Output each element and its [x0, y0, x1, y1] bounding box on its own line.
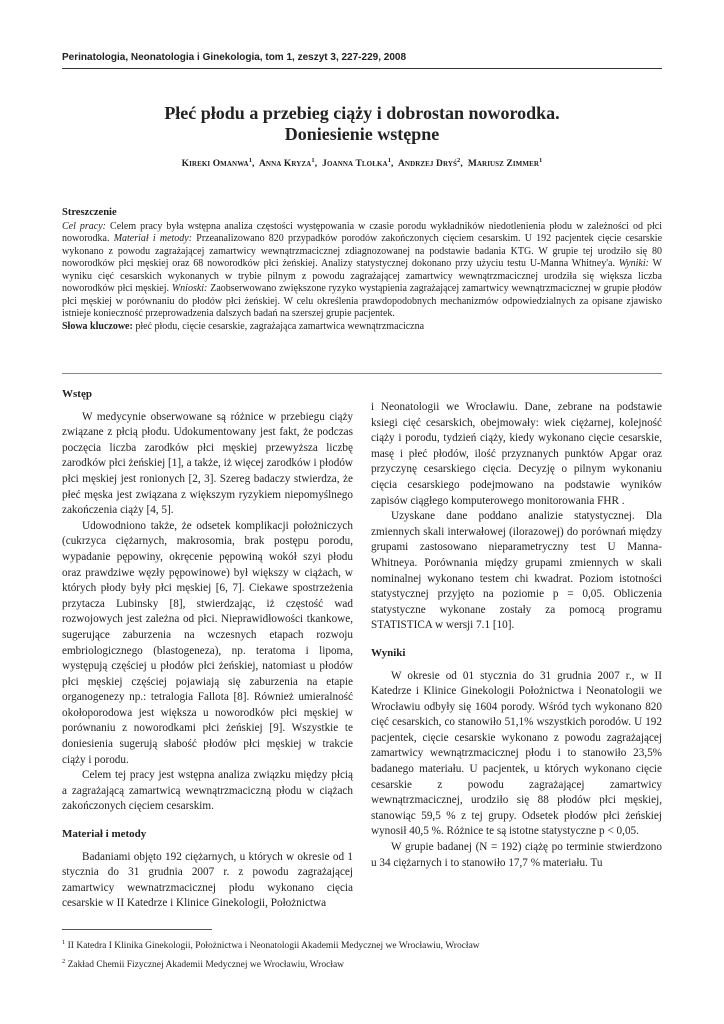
- keywords-label: Słowa kluczowe:: [62, 320, 133, 332]
- author-affiliation: 1: [539, 157, 543, 164]
- results-label: Wyniki:: [618, 258, 649, 269]
- keywords: [62, 321, 662, 334]
- footnote-text: Zakład Chemii Fizycznej Akademii Medycznej we Wrocławiu, Wrocław: [65, 960, 345, 971]
- author: Andrzej Dryś: [397, 159, 458, 170]
- paragraph: Uzyskane dane poddano analizie statystycznej. Dla zmiennych skali interwałowej (ilorazowej) do porównań między grupami zastosowano nieparametryczny test U Manna-Whitneya. Porównania między grupami zmiennych w skali nominalnej wykonano testem chi kwadrat. Poziom istotności statystycznej przyjęto na poziomie p = 0,05. Obliczenia statystyczne wykonane zostały za pomocą programu STATISTICA w wersji 7.1 [10].: [371, 510, 662, 632]
- abstract: [62, 207, 662, 333]
- author-affiliation: 1: [387, 157, 392, 164]
- paragraph: W medycynie obserwowane są różnice w przebiegu ciąży związane z płcią płodu. Udokumentowany jest fakt, że podczas poczęcia liczba zarodków płci męskiej przewyższa liczbę zarodków płci żeńskiej [1], a także, iż więcej zarodków i płodów płci męskiej jest ronionych [2, 3]. Szereg badaczy stwierdza, że płeć męska jest związana z większym ryzykiem niepomyślnego zakończenia ciąży [4, 5].: [62, 410, 353, 517]
- aim-label: Cel pracy:: [62, 220, 107, 232]
- author: Mariusz Zimmer: [467, 159, 540, 170]
- left-column: [62, 387, 353, 912]
- paragraph: W grupie badanej (N = 192) ciążę po terminie stwierdzono u 34 ciężarnych i to stanowiło 17,7 % materiału. Tu: [371, 841, 662, 869]
- title-line-1: Płeć płodu a przebieg ciąży i dobrostan noworodka.: [164, 103, 560, 123]
- paragraph: i Neonatologii we Wrocławiu. Dane, zebrane na podstawie ksiegi cięć cesarskich, obejmowały: wiek ciężarnej, kolejność ciąży i porodu, tydzień ciąży, kiedy wykonano cięcie cesarskie, masę i płeć płodów, ilość przyznanych punktów Apgar oraz przyczynę cesarskiego cięcia. Decyzję o pilnym wykonaniu cięcia cesarskiego podejmowano na podstawie wyników zapisów ciągłego komputerowego monitorowania FHR .: [371, 401, 662, 507]
- paragraph: W okresie od 01 stycznia do 31 grudnia 2007 r., w II Katedrze i Klinice Ginekologii Położnictwa i Neonatologii we Wrocławiu odbyły się 1604 porody. Wśród tych wykonano 820 cięć cesarskich, co stanowiło 51,1% wszystkich porodów. U 192 pacjentek, cięcie cesarskie wykonano z powodu zagrażającej zamartwicy wewnątrzmacicznej płodu i to stanowiło 23,5% badanego materiału. U pacjentek, u których wykonano cięcie cesarskie z powodu zagrażającej zamartwicy wewnątrzmacicznej, urodziło się 88 płodów płci męskiej, stanowiąc 59,5 % z tej grupy. Odsetek płodów płci żeńskiej wynosił 40,5 %. Różnice te są istotne statystyczne p < 0,05.: [371, 669, 662, 838]
- methods-label: Materiał i metody:: [113, 233, 193, 244]
- author-affiliation: 1: [248, 157, 253, 164]
- footnote-divider: [62, 929, 212, 930]
- conclusions-text: Zaobserwowano zwiększone ryzyko wystąpienia zagrażającej zamartwicy wewnątrzmacicznej w grupie płodów płci męskiej w porównaniu do płodów płci żeńskiej. W celu określenia prawdopodobnych mechanizmów odpowiedzialnych za opisane zjawisko istnieje konieczność przeprowadzenia dalszych badań na szerszej grupie pacjentek.: [62, 283, 663, 319]
- journal-header: Perinatologia, Neonatologia i Ginekologia, tom 1, zeszyt 3, 227-229, 2008: [62, 52, 406, 63]
- title-line-2: Doniesienie wstępne: [284, 124, 440, 144]
- abstract-divider: [62, 373, 662, 374]
- paragraph: Celem tej pracy jest wstępna analiza związku między płcią a zagrażającą zamartwicą wewnątrzmaciczną płodu w ciążach zakończonych cięciem cesarskim.: [62, 769, 353, 813]
- author-affiliation: 1: [311, 157, 315, 164]
- footnote-marker: 1: [62, 939, 66, 946]
- author: Kireki Omanwa: [181, 159, 249, 170]
- abstract-heading: Streszczenie: [62, 207, 117, 218]
- paragraph: Udowodniono także, że odsetek komplikacji położniczych (cukrzyca ciężarnych, makrosomia, brak postępu porodu, wypadanie pępowiny, okręcenie pępowiną wokół szyi płodu oraz prawdziwe węzły pępowinowe) był większy w ciążach, w których płody były płci męskiej [6, 7]. Ciekawe spostrzeżenia przytacza Lubinsky [8], stwierdzając, iż częstość wad rozwojowych jest zależna od płci. Nieprawidłowości tkankowe, sugerujące zaburzenia na wczesnych etapach rozwoju embriologicznego (blastogeneza), np. teratoma i lipoma, występują częściej u płodów płci żeńskiej, natomiast u płodów płci męskiej częściej pojawiają się zaburzenia na etapie organogenezy np.: tetralogia Fallota [8]. Również umieralność okołoporodowa jest większa u noworodków płci męskiej w porównaniu z noworodkami płci żeńskiej [9]. Wszystkie te doniesienia sugerują słabość płodów płci męskiej w trakcie ciąży i porodu.: [62, 519, 353, 766]
- aim-text: Celem pracy była wstępna analiza częstości występowania w czasie porodu wykładników niedotlenienia płodu w zależności od płci noworodka.: [62, 220, 662, 244]
- paragraph: Badaniami objęto 192 ciężarnych, u których w okresie od 1 stycznia do 31 grudnia 2007 r. z powodu zagrażającej zamartwicy wewnatrzmacicznej płodu wykonano cięcia cesarskie w II Katedrze i Klinice Ginekologii, Położnictwa: [62, 850, 353, 910]
- results-text: W wyniku cięć cesarskich wykonanych w trybie pilnym z powodu zagrażającej zamartwicy wewnątrzmacicznej urodziła się większa liczba noworodków płci męskiej.: [62, 258, 662, 294]
- section-heading-intro: Wstęp: [62, 388, 92, 400]
- footnote: [62, 939, 662, 951]
- footnote: [62, 958, 662, 970]
- footnote-marker: 2: [62, 958, 66, 965]
- author-list: Kireki Omanwa$^1$, Anna Kryza$^1$, Joanna Tlołka$^1$, Andrzej Dryś$^2$, Mariusz Zimmer$^1$: [181, 157, 543, 170]
- author: Joanna Tlołka: [322, 159, 388, 170]
- footnote-text: II Katedra I Klinika Ginekologii, Położnictwa i Neonatologii Akademii Medycznej we Wrocławiu, Wrocław: [65, 941, 480, 952]
- methods-text: Przeanalizowano 820 przypadków porodów zakończonych cięciem cesarskim. U 192 pacjentek cięcie cesarskie wykonano z powodu zagrażającej zamartwicy wewnątrzmacicznej zdiagnozowanej na podstawie badania KTG. W grupie tej urodziło się 80 noworodków płci męskiej oraz 68 noworodków płci żeńskiej. Analizy statystycznej dokonano przy użyciu testu U-Manna Whitney'a.: [62, 233, 663, 269]
- conclusions-label: Wnioski:: [171, 283, 208, 294]
- header-divider: [62, 68, 662, 69]
- keywords-text: płeć płodu, cięcie cesarskie, zagrażająca zamartwica wewnątrzmaciczna: [132, 320, 425, 332]
- article-title: [62, 103, 662, 145]
- right-column: [371, 400, 662, 871]
- author: Anna Kryza: [258, 159, 312, 170]
- author-affiliation: 2: [457, 157, 461, 164]
- abstract-body: [62, 221, 662, 321]
- section-heading-results: Wyniki: [371, 646, 406, 659]
- section-heading-methods: Materiał i metody: [62, 828, 147, 841]
